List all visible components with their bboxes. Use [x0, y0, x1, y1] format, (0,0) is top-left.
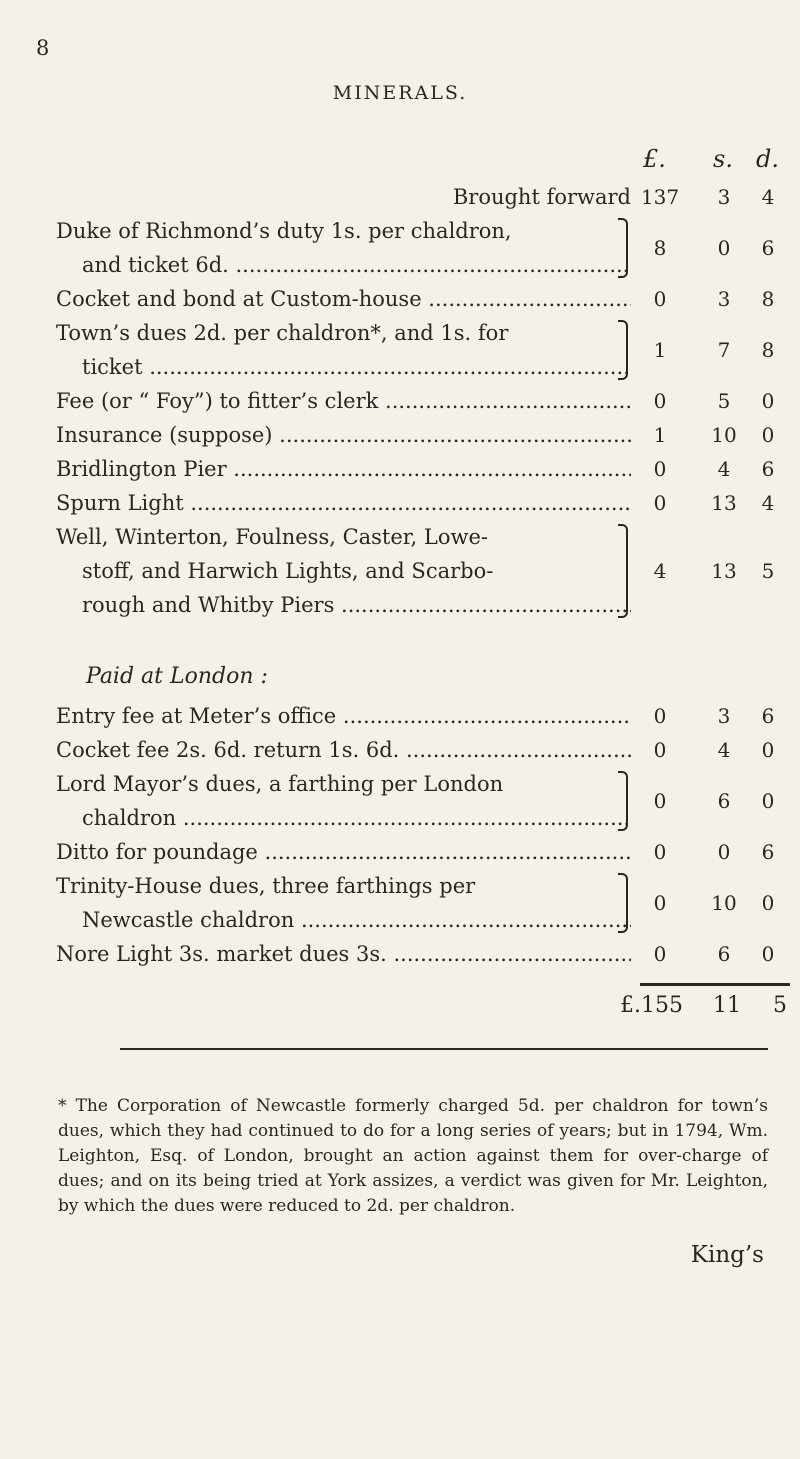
amount-pounds: 137 [640, 185, 680, 209]
amount-shillings: 7 [717, 338, 731, 362]
page-number: 8 [36, 36, 50, 60]
amount-pence: 8 [761, 338, 775, 362]
ledger-row [56, 699, 776, 733]
entry-text-line: Lord Mayor’s dues, a farthing per London [56, 772, 504, 796]
ledger-row [56, 835, 776, 869]
amount-pence: 5 [761, 559, 775, 583]
ledger-row [56, 520, 776, 622]
entry-text-line: Cocket fee 2s. 6d. return 1s. 6d. ..... [56, 733, 631, 767]
section-title-london: Paid at London : [86, 664, 268, 689]
amount-shillings: 3 [717, 287, 731, 311]
amount-pounds: 1 [653, 338, 667, 362]
entry-text-line: Spurn Light ..... [56, 486, 631, 520]
amount-shillings: 6 [717, 789, 731, 813]
amount-shillings: 5 [717, 389, 731, 413]
brace [618, 771, 628, 831]
amount-pence: 0 [761, 423, 775, 447]
ledger-row [56, 733, 776, 767]
amount-shillings: 0 [717, 236, 731, 260]
amount-pence: 0 [761, 942, 775, 966]
ledger-section-newcastle [56, 180, 776, 622]
entry-text-line: Insurance (suppose) ..... [56, 418, 631, 452]
entry-text-line: Newcastle chaldron ..... [56, 903, 631, 937]
amount-shillings: 0 [717, 840, 731, 864]
amount-pounds: 0 [653, 942, 667, 966]
amount-pence: 6 [761, 704, 775, 728]
total-shillings: 11 [712, 993, 741, 1018]
amount-shillings: 6 [717, 942, 731, 966]
ledger-row [56, 767, 776, 835]
amount-shillings: 3 [717, 704, 731, 728]
entry-text-line: chaldron ..... [56, 801, 631, 835]
entry-text-line: Town’s dues 2d. per chaldron*, and 1s. for [56, 321, 509, 345]
entry-text-line: ticket ..... [56, 350, 631, 384]
entry-text-line: Duke of Richmond’s duty 1s. per chaldron, [56, 219, 512, 243]
entry-text-line: rough and Whitby Piers ..... [56, 588, 631, 622]
total-amount [620, 993, 787, 1018]
amount-pence: 0 [761, 738, 775, 762]
amount-pence: 4 [761, 185, 775, 209]
footnote-rule [120, 1048, 768, 1050]
entry-text-line: Fee (or “ Foy”) to fitter’s clerk ..... [56, 384, 631, 418]
ledger-row [56, 418, 776, 452]
ledger-row [56, 486, 776, 520]
amount-pence: 8 [761, 287, 775, 311]
amount-pounds: 4 [653, 559, 667, 583]
pounds-header: £. [643, 145, 666, 173]
amount-shillings: 4 [717, 738, 731, 762]
total-rule [640, 983, 790, 986]
amount-pence: 0 [761, 891, 775, 915]
amount-pounds: 0 [653, 738, 667, 762]
running-head: MINERALS. [332, 82, 468, 104]
amount-pounds: 0 [653, 789, 667, 813]
amount-pence: 6 [761, 236, 775, 260]
ledger-row [56, 452, 776, 486]
ledger [56, 180, 776, 971]
amount-shillings: 13 [711, 559, 737, 583]
entry-text-line: and ticket 6d. ..... [56, 248, 631, 282]
amount-pounds: 0 [653, 457, 667, 481]
amount-pounds: 0 [653, 491, 667, 515]
amount-pence: 6 [761, 840, 775, 864]
brace [618, 524, 628, 618]
ledger-row [56, 869, 776, 937]
entry-text-line: Cocket and bond at Custom-house ..... [56, 282, 631, 316]
brace [618, 320, 628, 380]
shillings-header: s. [713, 145, 733, 173]
ledger-row [56, 316, 776, 384]
footnote: * The Corporation of Newcastle formerly charged 5d. per chaldron for town’s dues, which they had continued to do for a long series of years; but in 1794, Wm. Leighton, Esq. of London, brought an action against them for over-charge of dues; and on its being tried at York assizes, a verdict was given for Mr. Leighton, by which the dues were reduced to 2d. per chaldron. [58, 1096, 768, 1216]
entry-text-line: stoff, and Harwich Lights, and Scarbo- [82, 559, 494, 583]
entry-text-line: Entry fee at Meter’s office ..... [56, 699, 631, 733]
amount-pence: 0 [761, 789, 775, 813]
amount-pounds: 1 [653, 423, 667, 447]
amount-shillings: 10 [711, 423, 737, 447]
ledger-row [56, 180, 776, 214]
amount-pounds: 0 [653, 840, 667, 864]
amount-shillings: 13 [711, 491, 737, 515]
entry-text-line: Nore Light 3s. market dues 3s. ..... [56, 937, 631, 971]
amount-pence: 6 [761, 457, 775, 481]
amount-pounds: 0 [653, 891, 667, 915]
entry-text-line: Bridlington Pier ..... [56, 452, 631, 486]
entry-text-line: Ditto for poundage ..... [56, 835, 631, 869]
entry-text-line: Trinity-House dues, three farthings per [56, 874, 476, 898]
ledger-row [56, 384, 776, 418]
amount-shillings: 4 [717, 457, 731, 481]
ledger-row [56, 937, 776, 971]
amount-pounds: 0 [653, 704, 667, 728]
brace [618, 873, 628, 933]
amount-pounds: 8 [653, 236, 667, 260]
pence-header: d. [756, 145, 779, 173]
entry-text-line: Brought forward [452, 185, 631, 209]
catchword: King’s [690, 1242, 764, 1268]
ledger-section-london [56, 699, 776, 971]
entry-text-line: Well, Winterton, Foulness, Caster, Lowe- [56, 525, 488, 549]
brace [618, 218, 628, 278]
amount-shillings: 10 [711, 891, 737, 915]
total-pence: 5 [772, 993, 787, 1018]
amount-shillings: 3 [717, 185, 731, 209]
ledger-row [56, 214, 776, 282]
ledger-row [56, 282, 776, 316]
amount-pence: 0 [761, 389, 775, 413]
amount-pence: 4 [761, 491, 775, 515]
amount-pounds: 0 [653, 287, 667, 311]
total-pounds: £.155 [620, 993, 683, 1018]
amount-pounds: 0 [653, 389, 667, 413]
